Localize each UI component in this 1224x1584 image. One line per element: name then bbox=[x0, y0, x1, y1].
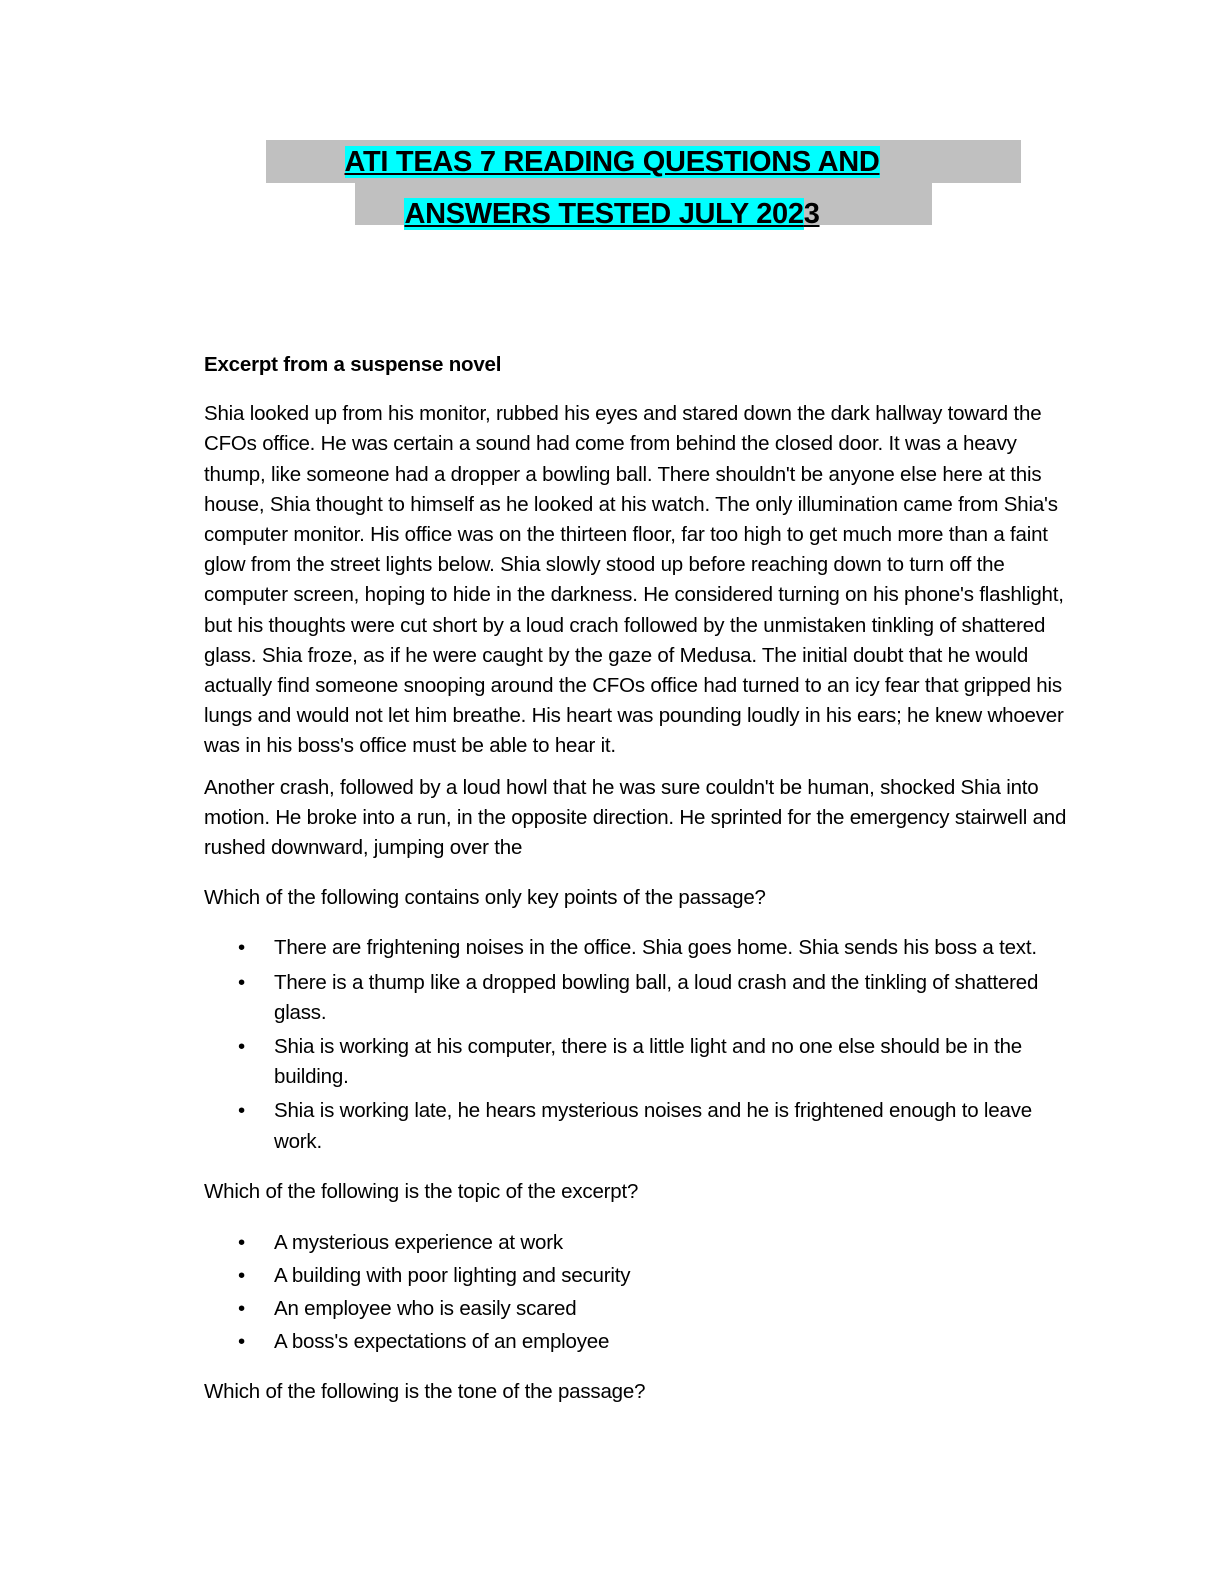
question-1-option: • There are frightening noises in the office. Shia goes home. Shia sends his boss a text. bbox=[204, 933, 1074, 963]
question-2-option: • A mysterious experience at work bbox=[204, 1227, 1074, 1258]
question-1-prompt: Which of the following contains only key points of the passage? bbox=[204, 886, 766, 910]
question-2-option: • A boss's expectations of an employee bbox=[204, 1326, 1074, 1357]
title-line-1 bbox=[0, 142, 1224, 182]
question-3-prompt: Which of the following is the tone of the passage? bbox=[204, 1380, 646, 1404]
excerpt-paragraph-2: Another crash, followed by a loud howl that he was sure couldn't be human, shocked Shia into motion. He broke into a run, in the opposite direction. He sprinted for the emergency stairwell and rushed downward, jumping over the bbox=[204, 775, 1067, 860]
question-1-option: • There is a thump like a dropped bowling ball, a loud crash and the tinkling of shattered glass. bbox=[204, 968, 1074, 1028]
title-line-2-tail: 3 bbox=[803, 198, 820, 230]
question-1-options bbox=[204, 933, 1074, 1156]
question-2-prompt: Which of the following is the topic of the excerpt? bbox=[204, 1179, 639, 1203]
question-2-option: • A building with poor lighting and security bbox=[204, 1260, 1074, 1291]
title-line-1-text: ATI TEAS 7 READING QUESTIONS AND bbox=[344, 146, 880, 178]
document-body bbox=[204, 350, 1074, 1427]
question-2-options bbox=[204, 1227, 1074, 1357]
excerpt-paragraph-1: Shia looked up from his monitor, rubbed his eyes and stared down the dark hallway toward the CFOs office. He was certain a sound had come from behind the closed door. It was a heavy thump, like someone had a dropper a bowling ball. There shouldn't be anyone else here at this house, Shia thought to himself as he looked at his watch. The only illumination came from Shia's computer monitor. His office was on the thirteen floor, far too high to get much more than a faint glow from the street lights below. Shia slowly stood up before reaching down to turn off the computer screen, hoping to hide in the darkness. He considered turning on his phone's flashlight, but his thoughts were cut short by a loud crach followed by the unmistaken tinkling of shattered glass. Shia froze, as if he were caught by the gaze of Medusa. The initial doubt that he would actually find someone snooping around the CFOs office had turned to an icy fear that gripped his lungs and would not let him breathe. His heart was pounding loudly in his ears; he knew whoever was in his boss's office must be able to hear it. bbox=[204, 402, 1064, 758]
title-line-2 bbox=[0, 194, 1224, 234]
question-1-option: • Shia is working late, he hears mysterious noises and he is frightened enough to leave work. bbox=[204, 1096, 1074, 1156]
question-2-option: • An employee who is easily scared bbox=[204, 1293, 1074, 1324]
question-1-option: • Shia is working at his computer, there is a little light and no one else should be in the building. bbox=[204, 1032, 1074, 1092]
excerpt-heading: Excerpt from a suspense novel bbox=[204, 353, 502, 376]
title-line-2-highlighted: ANSWERS TESTED JULY 202 bbox=[404, 198, 804, 230]
